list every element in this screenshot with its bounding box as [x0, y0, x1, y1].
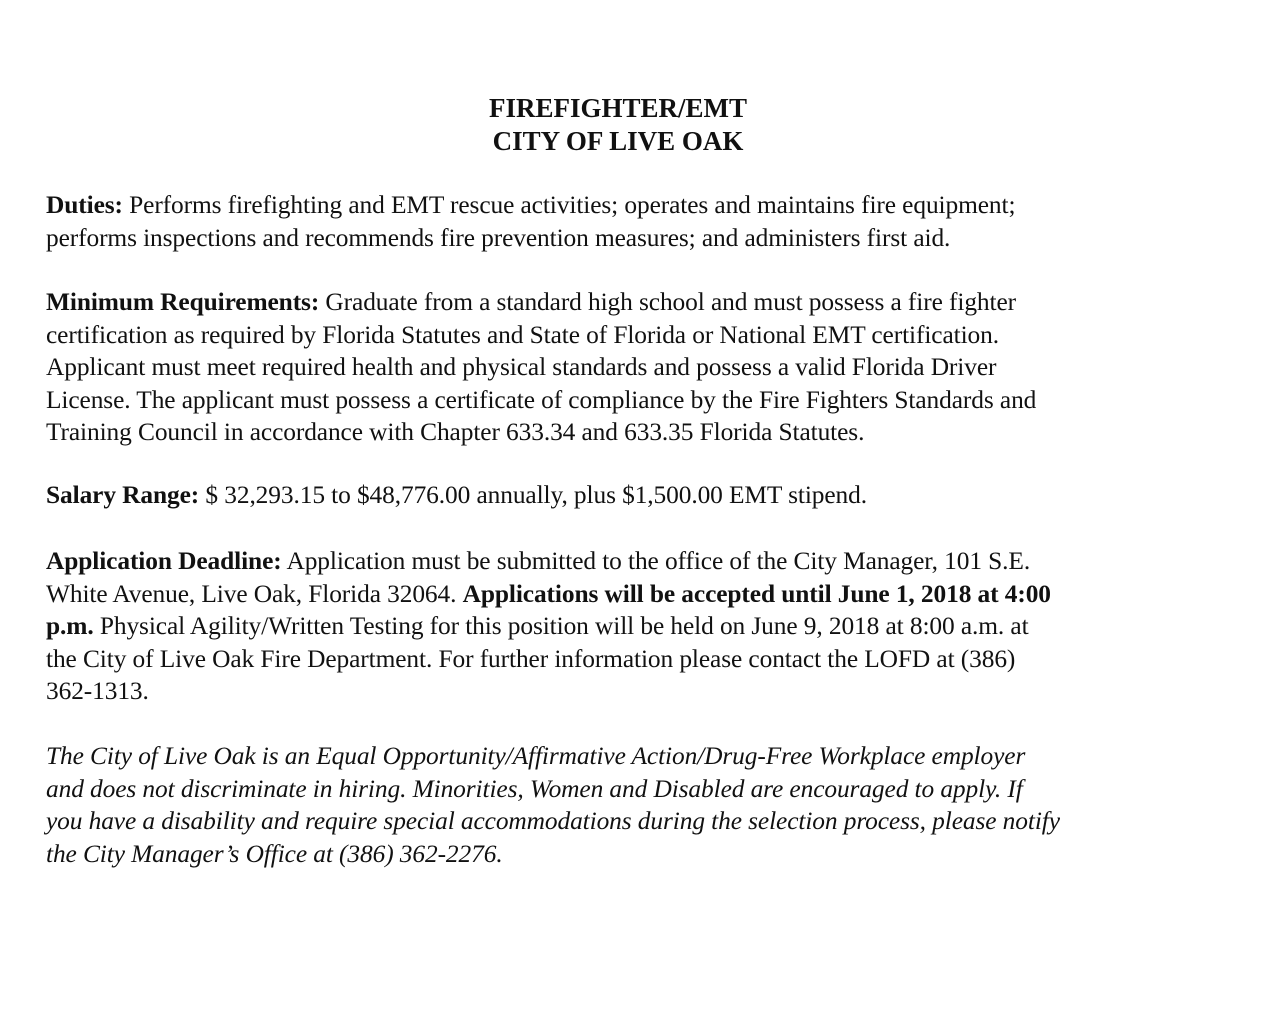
requirements-label: Minimum Requirements: — [46, 288, 320, 316]
deadline-line-4: the City of Live Oak Fire Department. For further information please contact the LOFD at (386) — [46, 644, 1016, 673]
duties-line-1 — [46, 189, 1206, 222]
duties-paragraph — [46, 189, 1206, 254]
duties-text-1: Performs firefighting and EMT rescue activities; operates and maintains fire equipment; — [122, 191, 1016, 219]
deadline-line-5: 362-1313. — [46, 677, 149, 706]
title-line-position: FIREFIGHTER/EMT — [488, 93, 748, 123]
deadline-line-3 — [46, 610, 1206, 643]
salary-text: $ 32,293.15 to $48,776.00 annually, plus $1,500.00 EMT stipend. — [199, 481, 867, 509]
requirements-text-1: Graduate from a standard high school and must possess a fire fighter — [319, 288, 1016, 316]
requirements-line-4: License. The applicant must possess a certificate of compliance by the Fire Fighters Standards and — [46, 385, 1037, 414]
requirements-line-5: Training Council in accordance with Chapter 633.34 and 633.35 Florida Statutes. — [46, 418, 865, 447]
deadline-text-1: Application must be submitted to the office of the City Manager, 101 S.E. — [281, 547, 1031, 575]
document-title — [0, 92, 1236, 158]
title-line-employer: CITY OF LIVE OAK — [492, 126, 744, 156]
equal-opportunity-statement — [46, 740, 1206, 870]
deadline-cutoff-time: p.m. — [46, 612, 94, 641]
requirements-paragraph — [46, 286, 1206, 449]
salary-label: Salary Range: — [46, 481, 200, 509]
requirements-line-1 — [46, 286, 1206, 319]
duties-line-2: performs inspections and recommends fire prevention measures; and administers first aid. — [46, 223, 951, 252]
deadline-line-1 — [46, 545, 1206, 578]
eeo-line-3: you have a disability and require special accommodations during the selection process, please notify — [46, 807, 1060, 836]
duties-label: Duties: — [46, 191, 123, 219]
eeo-line-2: and does not discriminate in hiring. Minorities, Women and Disabled are encouraged to apply. If — [46, 774, 1023, 803]
deadline-address-text: White Avenue, Live Oak, Florida 32064. — [46, 579, 463, 608]
deadline-label: Application Deadline: — [46, 547, 282, 575]
requirements-line-3: Applicant must meet required health and physical standards and possess a valid Florida Driver — [46, 353, 997, 382]
deadline-cutoff-text: Applications will be accepted until June 1, 2018 at 4:00 — [462, 579, 1051, 608]
eeo-line-1: The City of Live Oak is an Equal Opportunity/Affirmative Action/Drug-Free Workplace employer — [46, 742, 1026, 770]
deadline-paragraph — [46, 545, 1206, 708]
requirements-line-2: certification as required by Florida Statutes and State of Florida or National EMT certification. — [46, 320, 999, 349]
salary-paragraph — [46, 479, 1206, 512]
deadline-testing-text: Physical Agility/Written Testing for this position will be held on June 9, 2018 at 8:00 a.m. at — [93, 612, 1029, 641]
salary-line — [46, 479, 1206, 512]
eeo-line-4: the City Manager’s Office at (386) 362-2276. — [46, 839, 503, 868]
deadline-line-2 — [46, 578, 1206, 611]
